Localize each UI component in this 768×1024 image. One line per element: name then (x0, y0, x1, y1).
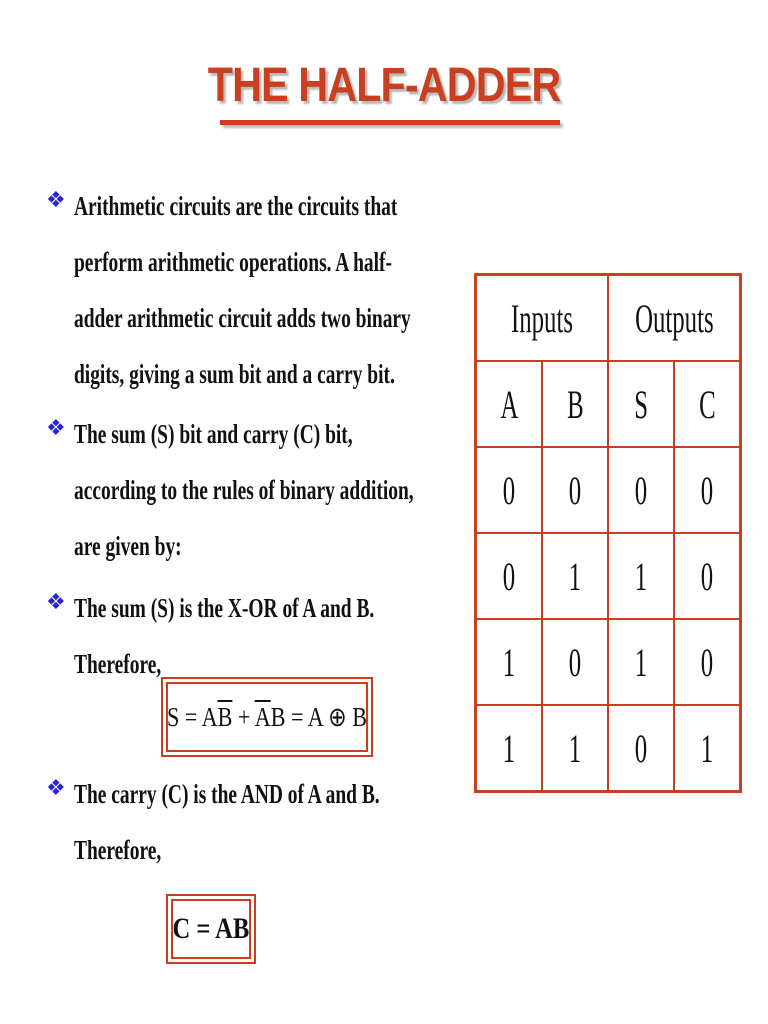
column-header (674, 361, 741, 447)
cell-value: 1 (700, 725, 714, 771)
cell-value: 0 (700, 553, 714, 599)
sum-eq-a-bar: $\overline{A}$ (254, 701, 271, 732)
table-cell (674, 619, 741, 705)
column-header (542, 361, 608, 447)
table-header-outputs (608, 275, 741, 362)
sum-eq-rhs: B = A ⊕ B (270, 701, 368, 732)
four-diamond-bullet-icon: ❖ (46, 590, 66, 615)
cell-value: 1 (502, 639, 516, 685)
carry-equation-box (166, 894, 256, 964)
table-cell (674, 705, 741, 792)
column-header (608, 361, 674, 447)
carry-equation: C = AB (172, 912, 250, 945)
column-header-label: B (566, 381, 584, 427)
table-cell (476, 533, 543, 619)
bullet-text: The sum (S) bit and carry (C) bit, according to the rules of binary addition, are given by: (74, 419, 414, 561)
table-cell (476, 619, 543, 705)
cell-value: 0 (700, 639, 714, 685)
cell-value: 0 (568, 639, 582, 685)
table-cell (608, 619, 674, 705)
table-row (476, 447, 741, 533)
sum-eq-lhs: S = A (166, 701, 218, 732)
column-header-label: A (500, 381, 518, 427)
sum-equation-box (161, 677, 373, 757)
table-header-inputs (476, 275, 609, 362)
bullet-text: Arithmetic circuits are the circuits that perform arithmetic operations. A half- adder arithmetic circuit adds two binary digits, giving a sum bit and a carry bit. (74, 191, 411, 389)
bullet-text: The sum (S) is the X-OR of A and B. Therefore, (74, 593, 375, 679)
table-cell (674, 533, 741, 619)
carry-equation-inner (171, 899, 251, 959)
cell-value: 1 (634, 639, 648, 685)
title-underline (220, 120, 560, 125)
cell-value: 0 (502, 553, 516, 599)
sum-equation (167, 702, 367, 733)
sum-eq-plus: + (232, 701, 255, 732)
table-cell (476, 447, 543, 533)
table-column-header-row (476, 361, 741, 447)
table-row (476, 619, 741, 705)
table-cell (542, 619, 608, 705)
table-cell (542, 533, 608, 619)
cell-value: 1 (634, 553, 648, 599)
table-cell (608, 705, 674, 792)
outputs-label: Outputs (634, 295, 714, 341)
four-diamond-bullet-icon: ❖ (46, 776, 66, 801)
cell-value: 0 (502, 467, 516, 513)
column-header (476, 361, 543, 447)
cell-value: 0 (700, 467, 714, 513)
table-row (476, 705, 741, 792)
cell-value: 0 (634, 725, 648, 771)
four-diamond-bullet-icon: ❖ (46, 188, 66, 213)
inputs-label: Inputs (511, 295, 573, 341)
table-cell (542, 705, 608, 792)
truth-table (474, 273, 742, 793)
table-row (476, 533, 741, 619)
page-title: THE HALF-ADDER (207, 59, 561, 112)
cell-value: 1 (568, 725, 582, 771)
bullet-text: The carry (C) is the AND of A and B. Therefore, (74, 779, 380, 865)
sum-eq-b-bar: $\overline{B}$ (217, 701, 233, 732)
sum-equation-inner (166, 682, 368, 752)
column-header-label: C (698, 381, 716, 427)
table-cell (608, 533, 674, 619)
cell-value: 1 (502, 725, 516, 771)
four-diamond-bullet-icon: ❖ (46, 416, 66, 441)
cell-value: 1 (568, 553, 582, 599)
column-header-label: S (634, 381, 648, 427)
table-cell (476, 705, 543, 792)
table-cell (674, 447, 741, 533)
cell-value: 0 (568, 467, 582, 513)
table-cell (542, 447, 608, 533)
table-group-header-row (476, 275, 741, 362)
cell-value: 0 (634, 467, 648, 513)
table-cell (608, 447, 674, 533)
